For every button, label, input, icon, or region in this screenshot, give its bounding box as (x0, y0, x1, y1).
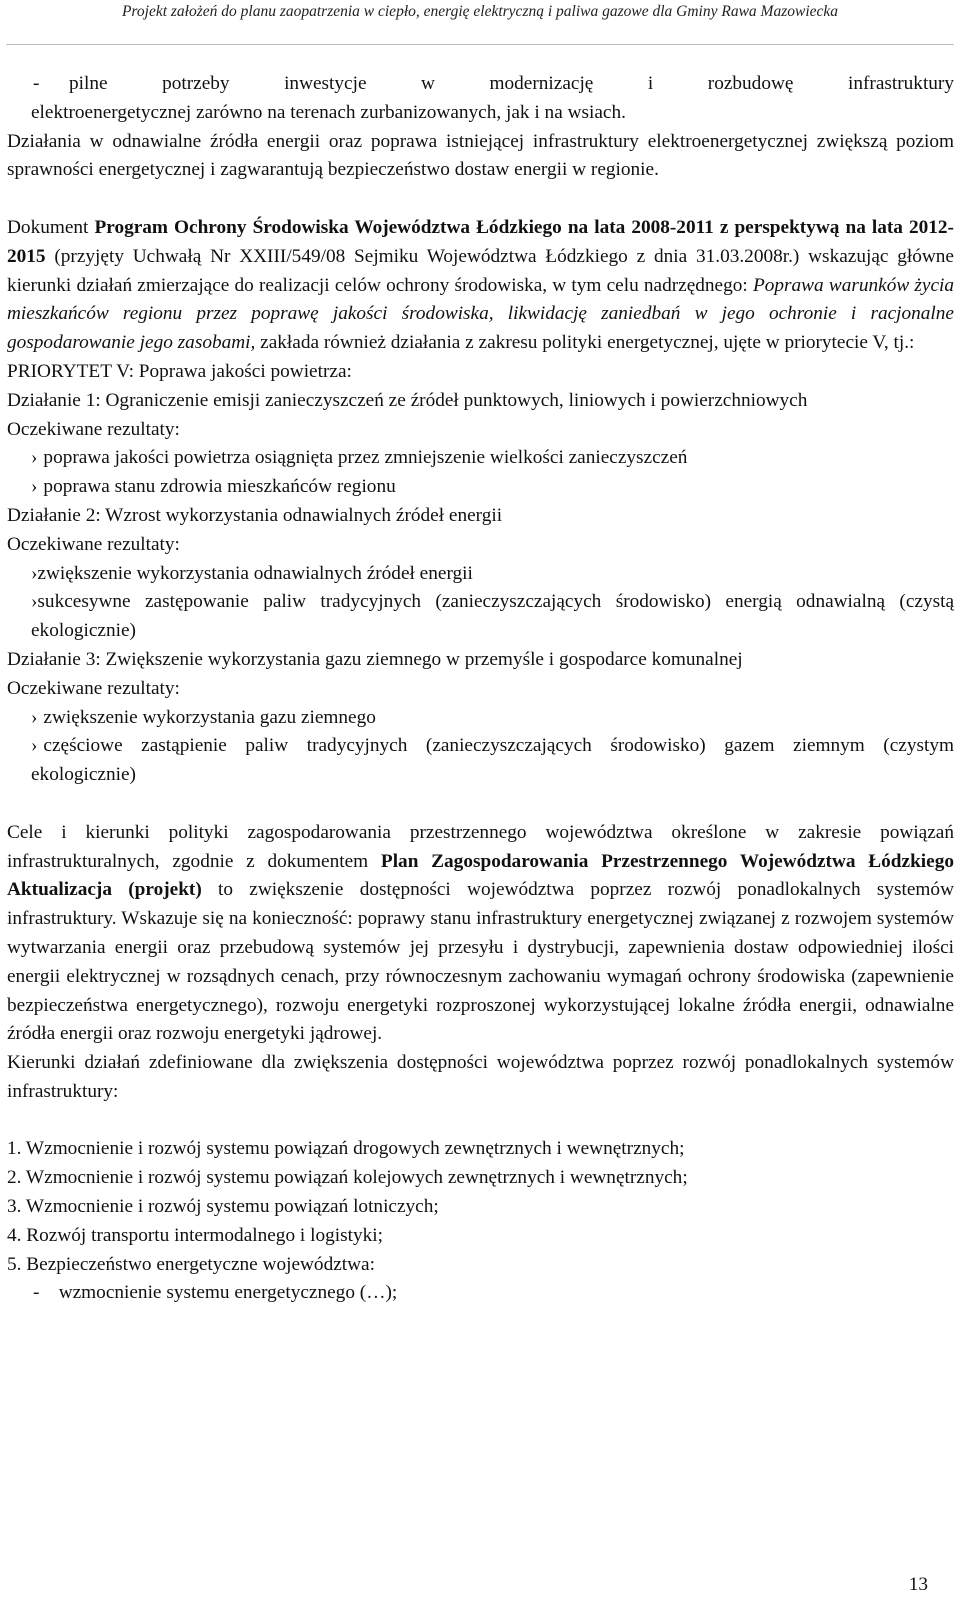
plan-text-1: Cele i kierunki polityki zagospodarowania przestrzennego województwa określone w zakresie powiązań infrastrukturalnych, zgodnie z dokumentem (7, 821, 954, 872)
program-text-1: Dokument (7, 216, 95, 238)
intro-paragraph: Działania w odnawialne źródła energii oraz poprawa istniejącej infrastruktury elektroenergetycznej zwiększą poziom sprawności energetycznej i zagwarantują bezpieczeństwo dostaw energii w regionie. (7, 130, 954, 181)
list-sub-item: - wzmocnienie systemu energetycznego (…); (33, 1282, 398, 1304)
action-2-result-2: ›sukcesywne zastępowanie paliw tradycyjnych (zanieczyszczających środowisko) energią odnawialną (czystą ekologicznie) (31, 591, 954, 642)
arrow-icon: › (31, 476, 38, 498)
bullet-dash: - (33, 73, 40, 94)
program-goal: Poprawa warunków życia mieszkańców regionu przez poprawę jakości środowiska, likwidację zaniedbań w jego ochronie i racjonalne gospodarowanie jego zasobami, (7, 274, 955, 354)
plan-title: Plan Zagospodarowania Przestrzennego Województwa Łódzkiego Aktualizacja (projekt) (7, 850, 954, 901)
expected-results-label: Oczekiwane rezultaty: (7, 677, 180, 699)
plan-paragraph (7, 819, 954, 1049)
intro-bullet-line1: pilne potrzeby inwestycje w modernizację i rozbudowę infrastruktury (69, 73, 954, 94)
list-item-5: 5. Bezpieczeństwo energetyczne województwa: (7, 1253, 375, 1275)
action-2-result-1: ›zwiększenie wykorzystania odnawialnych źródeł energii (31, 562, 473, 584)
list-item-3: 3. Wzmocnienie i rozwój systemu powiązań lotniczych; (7, 1196, 439, 1218)
list-item-4: 4. Rozwój transportu intermodalnego i logistyki; (7, 1224, 383, 1246)
action-3-title: Działanie 3: Zwiększenie wykorzystania gazu ziemnego w przemyśle i gospodarce komunalnej (7, 648, 743, 670)
plan-text-2: to zwiększenie dostępności województwa poprzez rozwój ponadlokalnych systemów infrastruktury. Wskazuje się na konieczność: poprawy stanu infrastruktury energetycznej związanej z rozwojem systemów wytwarzania energii oraz przebudową systemów jej przesyłu i dystrybucji, zapewnienia dostaw odpowiedniej ilości energii elektrycznej w rozsądnych cenach, przy równoczesnym zachowaniu wymagań ochrony środowiska (zapewnienie bezpieczeństwa energetycznego), rozwoju energetyki rozproszonej wykorzystującej lokalne źródła energii, odnawialne źródła energii oraz rozwoju energetyki jądrowej. (7, 879, 954, 1045)
header-divider (6, 44, 954, 45)
expected-results-label: Oczekiwane rezultaty: (7, 533, 180, 555)
program-text-3: zakłada również działania z zakresu polityki energetycznej, ujęte w priorytecie V, tj.: (255, 332, 915, 354)
expected-results-label: Oczekiwane rezultaty: (7, 418, 180, 440)
action-1-result-1: › poprawa jakości powietrza osiągnięta przez zmniejszenie wielkości zanieczyszczeń (31, 447, 688, 469)
action-1-result-2: › poprawa stanu zdrowia mieszkańców regionu (31, 476, 396, 498)
bullet-dash: - (33, 1282, 40, 1304)
running-header: Projekt założeń do planu zaopatrzenia w ciepło, energię elektryczną i paliwa gazowe dla Gminy Rawa Mazowiecka (121, 3, 839, 20)
arrow-icon: › (31, 591, 38, 613)
list-item-2: 2. Wzmocnienie i rozwój systemu powiązań kolejowych zewnętrznych i wewnętrznych; (7, 1167, 688, 1189)
spacer (7, 790, 954, 819)
arrow-icon: › (31, 447, 38, 469)
list-item-1: 1. Wzmocnienie i rozwój systemu powiązań drogowych zewnętrznych i wewnętrznych; (7, 1138, 685, 1160)
action-1-title: Działanie 1: Ograniczenie emisji zanieczyszczeń ze źródeł punktowych, liniowych i powierzchniowych (7, 389, 808, 411)
spacer (7, 1107, 954, 1136)
spacer (7, 185, 954, 214)
action-2-title: Działanie 2: Wzrost wykorzystania odnawialnych źródeł energii (7, 504, 503, 526)
page-body (7, 70, 954, 1308)
program-text-2: (przyjęty Uchwałą Nr XXIII/549/08 Sejmiku Województwa Łódzkiego z dnia 31.03.2008r.) wskazując główne kierunki działań zmierzające do realizacji celów ochrony środowiska, w tym celu nadrzędnego: (7, 245, 954, 296)
intro-bullet (7, 70, 954, 99)
arrow-icon: › (31, 706, 38, 728)
program-title: Program Ochrony Środowiska Województwa Łódzkiego na lata 2008-2011 z perspektywą na lata 2012-2015 (7, 216, 954, 267)
arrow-icon: › (31, 735, 38, 757)
arrow-icon: › (31, 562, 38, 584)
program-paragraph (7, 214, 954, 358)
directions-paragraph: Kierunki działań zdefiniowane dla zwiększenia dostępności województwa poprzez rozwój ponadlokalnych systemów infrastruktury: (7, 1052, 954, 1102)
intro-bullet-line2: elektroenergetycznej zarówno na terenach zurbanizowanych, jak i na wsiach. (31, 101, 626, 123)
action-3-result-2: › częściowe zastąpienie paliw tradycyjnych (zanieczyszczających środowisko) gazem ziemnym (czystym ekologicznie) (31, 735, 954, 786)
priority-title: PRIORYTET V: Poprawa jakości powietrza: (7, 360, 352, 382)
action-3-result-1: › zwiększenie wykorzystania gazu ziemnego (31, 706, 376, 728)
page-number: 13 (908, 1574, 928, 1595)
